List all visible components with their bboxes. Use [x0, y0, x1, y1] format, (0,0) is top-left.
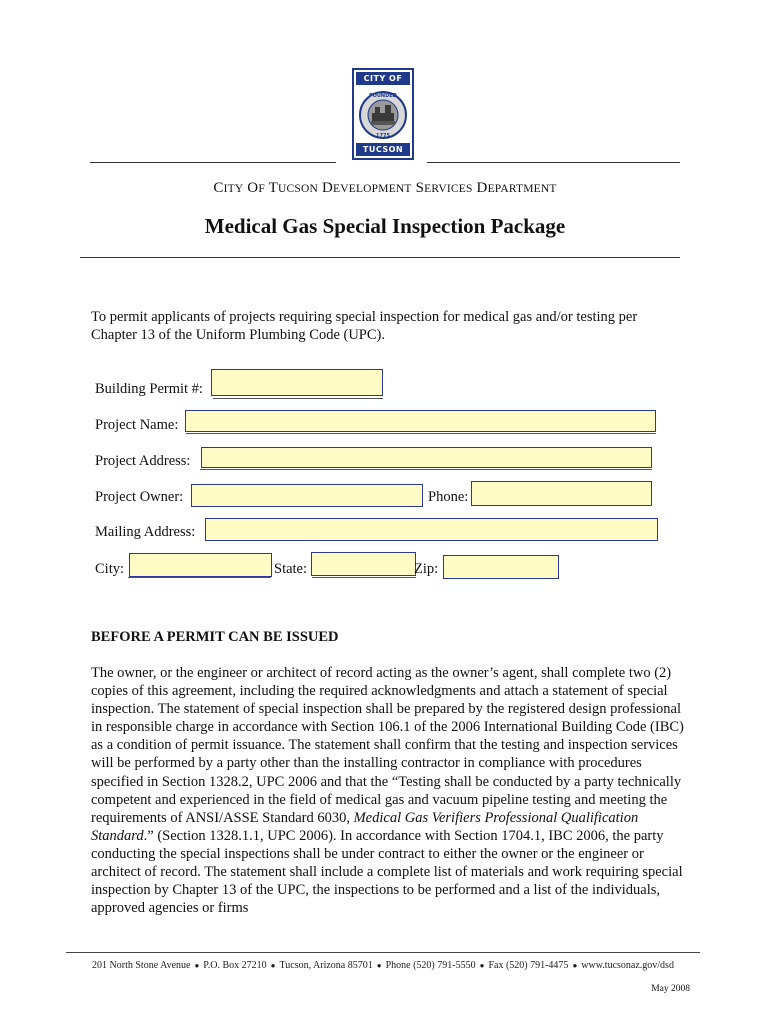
seal-top-text: CITY OF [356, 72, 410, 85]
document-title: Medical Gas Special Inspection Package [204, 214, 566, 238]
mailing-address-label: Mailing Address: [95, 524, 196, 540]
state-field[interactable] [311, 552, 416, 576]
seal-ring-text: FOUNDED [369, 93, 397, 99]
footer-contact [66, 960, 700, 971]
body-text-italic: Medical Gas Verifiers Professional Qualification Standard [91, 809, 639, 844]
footer-po-box: P.O. Box 27210 [203, 960, 267, 971]
building-permit-label: Building Permit #: [95, 381, 203, 397]
section-heading: BEFORE A PERMIT CAN BE ISSUED [91, 629, 339, 645]
zip-field[interactable] [443, 555, 559, 579]
header-rule-right [427, 162, 680, 163]
city-label: City: [95, 561, 125, 577]
header-rule-left [90, 162, 336, 163]
building-permit-underline [213, 398, 383, 399]
body-text-part2: .” (Section 1328.1.1, UPC 2006). In accordance with Section 1704.1, IBC 2006, the party conducting the special inspections shall be under contract to either the owner or the engineer or architect of record. The statement shall include a complete list of materials and work requiring special inspection by Chapter 13 of the UPC, the inspections to be performed and a list of the individuals, approved agencies or firms [91, 827, 683, 917]
bullet-icon: ● [194, 961, 200, 970]
bullet-icon: ● [479, 961, 485, 970]
body-text-part1: The owner, or the engineer or architect of record acting as the owner’s agent, shall complete two (2) copies of this agreement, including the required acknowledgments and attach a statement of special inspection. The statement of special inspection shall be prepared by the registered design professional in responsible charge in accordance with Section 106.1 of the 2006 International Building Code (IBC) as a condition of permit issuance. The statement shall confirm that the testing and inspection services will be performed by a party other than the installing contractor in compliance with procedures specified in Section 1328.2, UPC 2006 and that the “Testing shall be conducted by a party technically competent and experienced in the field of medical gas and vacuum pipeline testing and meeting the requirements of ANSI/ASSE Standard 6030, [91, 665, 684, 826]
footer-website-link[interactable]: www.tucsonaz.gov/dsd [581, 960, 674, 971]
city-seal-logo [352, 68, 414, 160]
state-label: State: [274, 561, 308, 577]
section-body [91, 664, 685, 917]
bullet-icon: ● [572, 961, 578, 970]
seal-emblem-icon [358, 87, 408, 143]
city-field[interactable] [129, 553, 272, 577]
mailing-address-field[interactable] [205, 518, 658, 541]
seal-year-text: 1775 [376, 133, 390, 139]
phone-field[interactable] [471, 481, 652, 506]
phone-label: Phone: [428, 489, 469, 505]
bullet-icon: ● [376, 961, 382, 970]
title-rule [80, 257, 680, 258]
department-name: CITY OF TUCSON DEVELOPMENT SERVICES DEPARTMENT [213, 180, 557, 196]
bullet-icon: ● [270, 961, 276, 970]
state-underline [312, 577, 416, 578]
project-address-field[interactable] [201, 447, 652, 468]
footer-city: Tucson, Arizona 85701 [279, 960, 373, 971]
footer-phone: Phone (520) 791-5550 [385, 960, 476, 971]
project-name-label: Project Name: [95, 417, 179, 433]
footer-address: 201 North Stone Avenue [92, 960, 191, 971]
city-underline [128, 577, 271, 578]
project-owner-label: Project Owner: [95, 489, 184, 505]
zip-label: Zip: [414, 561, 439, 577]
project-name-underline [186, 433, 656, 434]
building-permit-field[interactable] [211, 369, 383, 396]
intro-text: To permit applicants of projects requiring special inspection for medical gas and/or testing per Chapter 13 of the Uniform Plumbing Code (UPC). [91, 309, 638, 343]
footer-rule [66, 952, 700, 953]
document-date: May 2008 [651, 984, 690, 994]
project-address-underline [200, 469, 652, 470]
seal-bottom-text: TUCSON [356, 143, 410, 156]
footer-fax: Fax (520) 791-4475 [488, 960, 569, 971]
project-address-label: Project Address: [95, 453, 191, 469]
project-owner-field[interactable] [191, 484, 423, 507]
project-name-field[interactable] [185, 410, 656, 432]
